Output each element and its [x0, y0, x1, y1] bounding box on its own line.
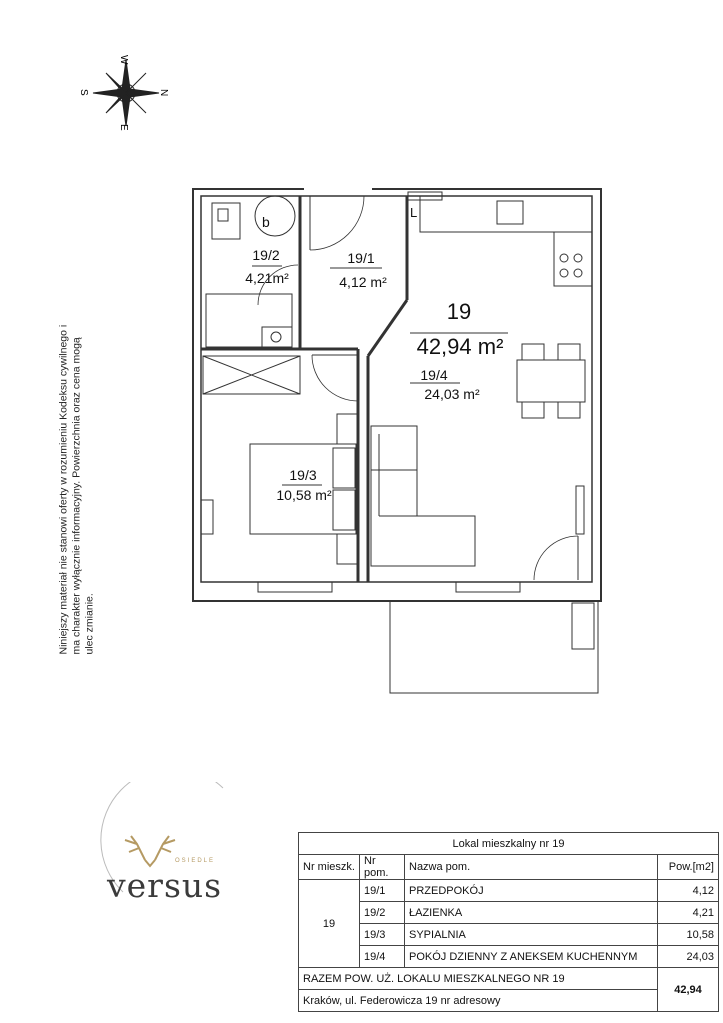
- unit-specification-table: [298, 832, 719, 1012]
- compass-rose-icon: [93, 60, 159, 126]
- room-19-1-id: 19/1: [347, 250, 375, 266]
- total-area: 42,94: [658, 968, 719, 1012]
- walls: [193, 189, 601, 693]
- compass-e: E: [118, 124, 129, 131]
- table-row: [299, 946, 719, 968]
- room-name-cell: POKÓJ DZIENNY Z ANEKSEM KUCHENNYM: [405, 946, 658, 968]
- room-19-1-area: 4,12 m²: [339, 274, 387, 290]
- unit-total-area: 42,94 m²: [416, 334, 504, 359]
- disclaimer-text: Niniejszy materiał nie stanowi oferty w rozumieniu Kodeksu cywilnego i ma charakter wyłącznie informacyjny. Powierzchnia oraz cena mogą ulec zmianie.: [57, 324, 96, 655]
- room-nr-cell: 19/2: [360, 902, 405, 924]
- room-area-cell: 10,58: [658, 924, 719, 946]
- unit-number-cell: 19: [299, 880, 360, 968]
- room-name-cell: SYPIALNIA: [405, 924, 658, 946]
- compass-s: S: [78, 89, 89, 96]
- table-row: [299, 924, 719, 946]
- logo-small-text: OSIEDLE: [175, 858, 216, 864]
- compass-w: W: [118, 55, 129, 65]
- room-area-cell: 4,12: [658, 880, 719, 902]
- room-area-cell: 4,21: [658, 902, 719, 924]
- room-nr-cell: 19/1: [360, 880, 405, 902]
- room-19-2-area: 4,21m²: [245, 270, 289, 286]
- total-label: RAZEM POW. UŻ. LOKALU MIESZKALNEGO NR 19: [299, 968, 658, 990]
- sofa: [371, 426, 475, 566]
- fixture-b-label: b: [262, 214, 270, 230]
- room-area-cell: 24,03: [658, 946, 719, 968]
- header-nazwa: Nazwa pom.: [405, 855, 658, 880]
- fixture-l-label: L: [410, 205, 418, 220]
- room-19-3-area: 10,58 m²: [276, 487, 332, 503]
- wardrobe: [203, 356, 300, 394]
- table-title: Lokal mieszkalny nr 19: [299, 833, 719, 855]
- antlers-icon: [125, 836, 175, 866]
- room-19-4-area: 24,03 m²: [424, 386, 480, 402]
- header-nr-pom: Nr pom.: [360, 855, 405, 880]
- table-row: [299, 902, 719, 924]
- room-name-cell: PRZEDPOKÓJ: [405, 880, 658, 902]
- room-nr-cell: 19/4: [360, 946, 405, 968]
- room-nr-cell: 19/3: [360, 924, 405, 946]
- room-19-2-id: 19/2: [252, 247, 280, 263]
- unit-number: 19: [446, 299, 472, 324]
- room-name-cell: ŁAZIENKA: [405, 902, 658, 924]
- header-nr-mieszk: Nr mieszk.: [299, 855, 360, 880]
- room-19-4-id: 19/4: [420, 367, 448, 383]
- logo-wordmark: versus: [107, 866, 223, 905]
- room-19-3-id: 19/3: [289, 467, 317, 483]
- address: Kraków, ul. Federowicza 19 nr adresowy: [299, 990, 658, 1012]
- header-pow: Pow.[m2]: [658, 855, 719, 880]
- compass-n: N: [158, 89, 169, 97]
- table-row: [299, 880, 719, 902]
